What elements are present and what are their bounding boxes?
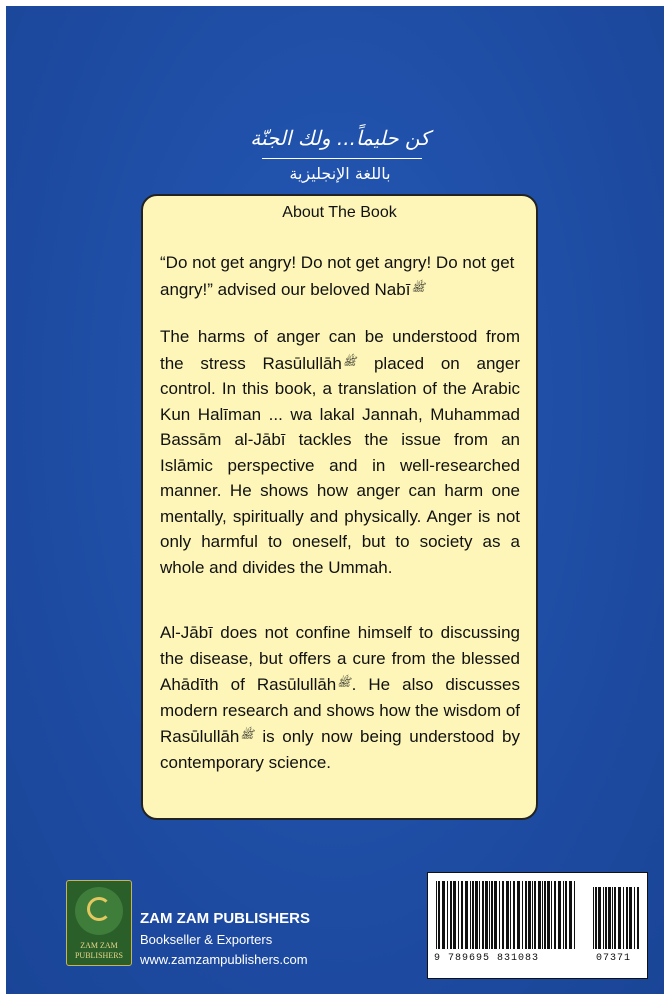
honorific-mark: ﷺ — [337, 677, 351, 689]
barcode-bars-addon — [593, 887, 641, 949]
honorific-mark: ﷺ — [411, 281, 425, 294]
cure-text-start: Al-Jābī does not confine himself to discussing the disease, but offers a cure from the blessed Ahādīth of Rasūlullāh — [160, 623, 520, 694]
logo-line-2: PUBLISHERS — [74, 951, 123, 960]
barcode-digits: 9 789695 831083 — [434, 953, 540, 964]
publisher-logo — [66, 880, 132, 966]
arabic-subtitle: باللغة الإنجليزية — [289, 164, 391, 183]
publisher-website: www.zamzampublishers.com — [140, 952, 308, 967]
barcode-addon-digits: 07371 — [596, 953, 632, 964]
cure-text-end: is only now being understood by contemporary science. — [160, 727, 520, 772]
arabic-title-rule — [262, 158, 422, 159]
logo-emblem-icon — [75, 887, 123, 935]
barcode-bars-main — [436, 881, 576, 949]
publisher-tagline: Bookseller & Exporters — [140, 932, 273, 947]
cure-text-middle: . He also discusses modern research and shows how the wisdom of Rasūlullāh — [160, 675, 521, 746]
honorific-mark: ﷺ — [342, 355, 357, 368]
arabic-title: كن حليماً... ولك الجنّة — [250, 126, 430, 150]
about-panel — [141, 194, 538, 820]
quote-text: “Do not get angry! Do not get angry! Do not get angry!” advised our beloved Nabī — [160, 253, 515, 299]
isbn-barcode — [427, 872, 648, 979]
harms-paragraph — [160, 324, 520, 580]
cure-paragraph — [160, 620, 520, 775]
about-heading: About The Book — [282, 204, 397, 221]
harms-text-end: placed on anger control. In this book, a translation of the Arabic Kun Halīman ... wa lakal Jannah, Muhammad Bassām al-Jābī tackles the issue from an Islāmic perspective and in well-researched manner. He shows how anger can harm one mentally, spiritually and physically. Anger is not only harmful to oneself, but to society as a whole and divides the Ummah. — [160, 353, 520, 577]
honorific-mark: ﷺ — [240, 729, 254, 741]
harms-text-start: The harms of anger can be understood from the stress Rasūlullāh — [160, 327, 520, 373]
logo-line-1: ZAM ZAM — [80, 941, 118, 950]
publisher-name: ZAM ZAM PUBLISHERS — [140, 910, 310, 927]
quote-paragraph — [160, 250, 520, 302]
